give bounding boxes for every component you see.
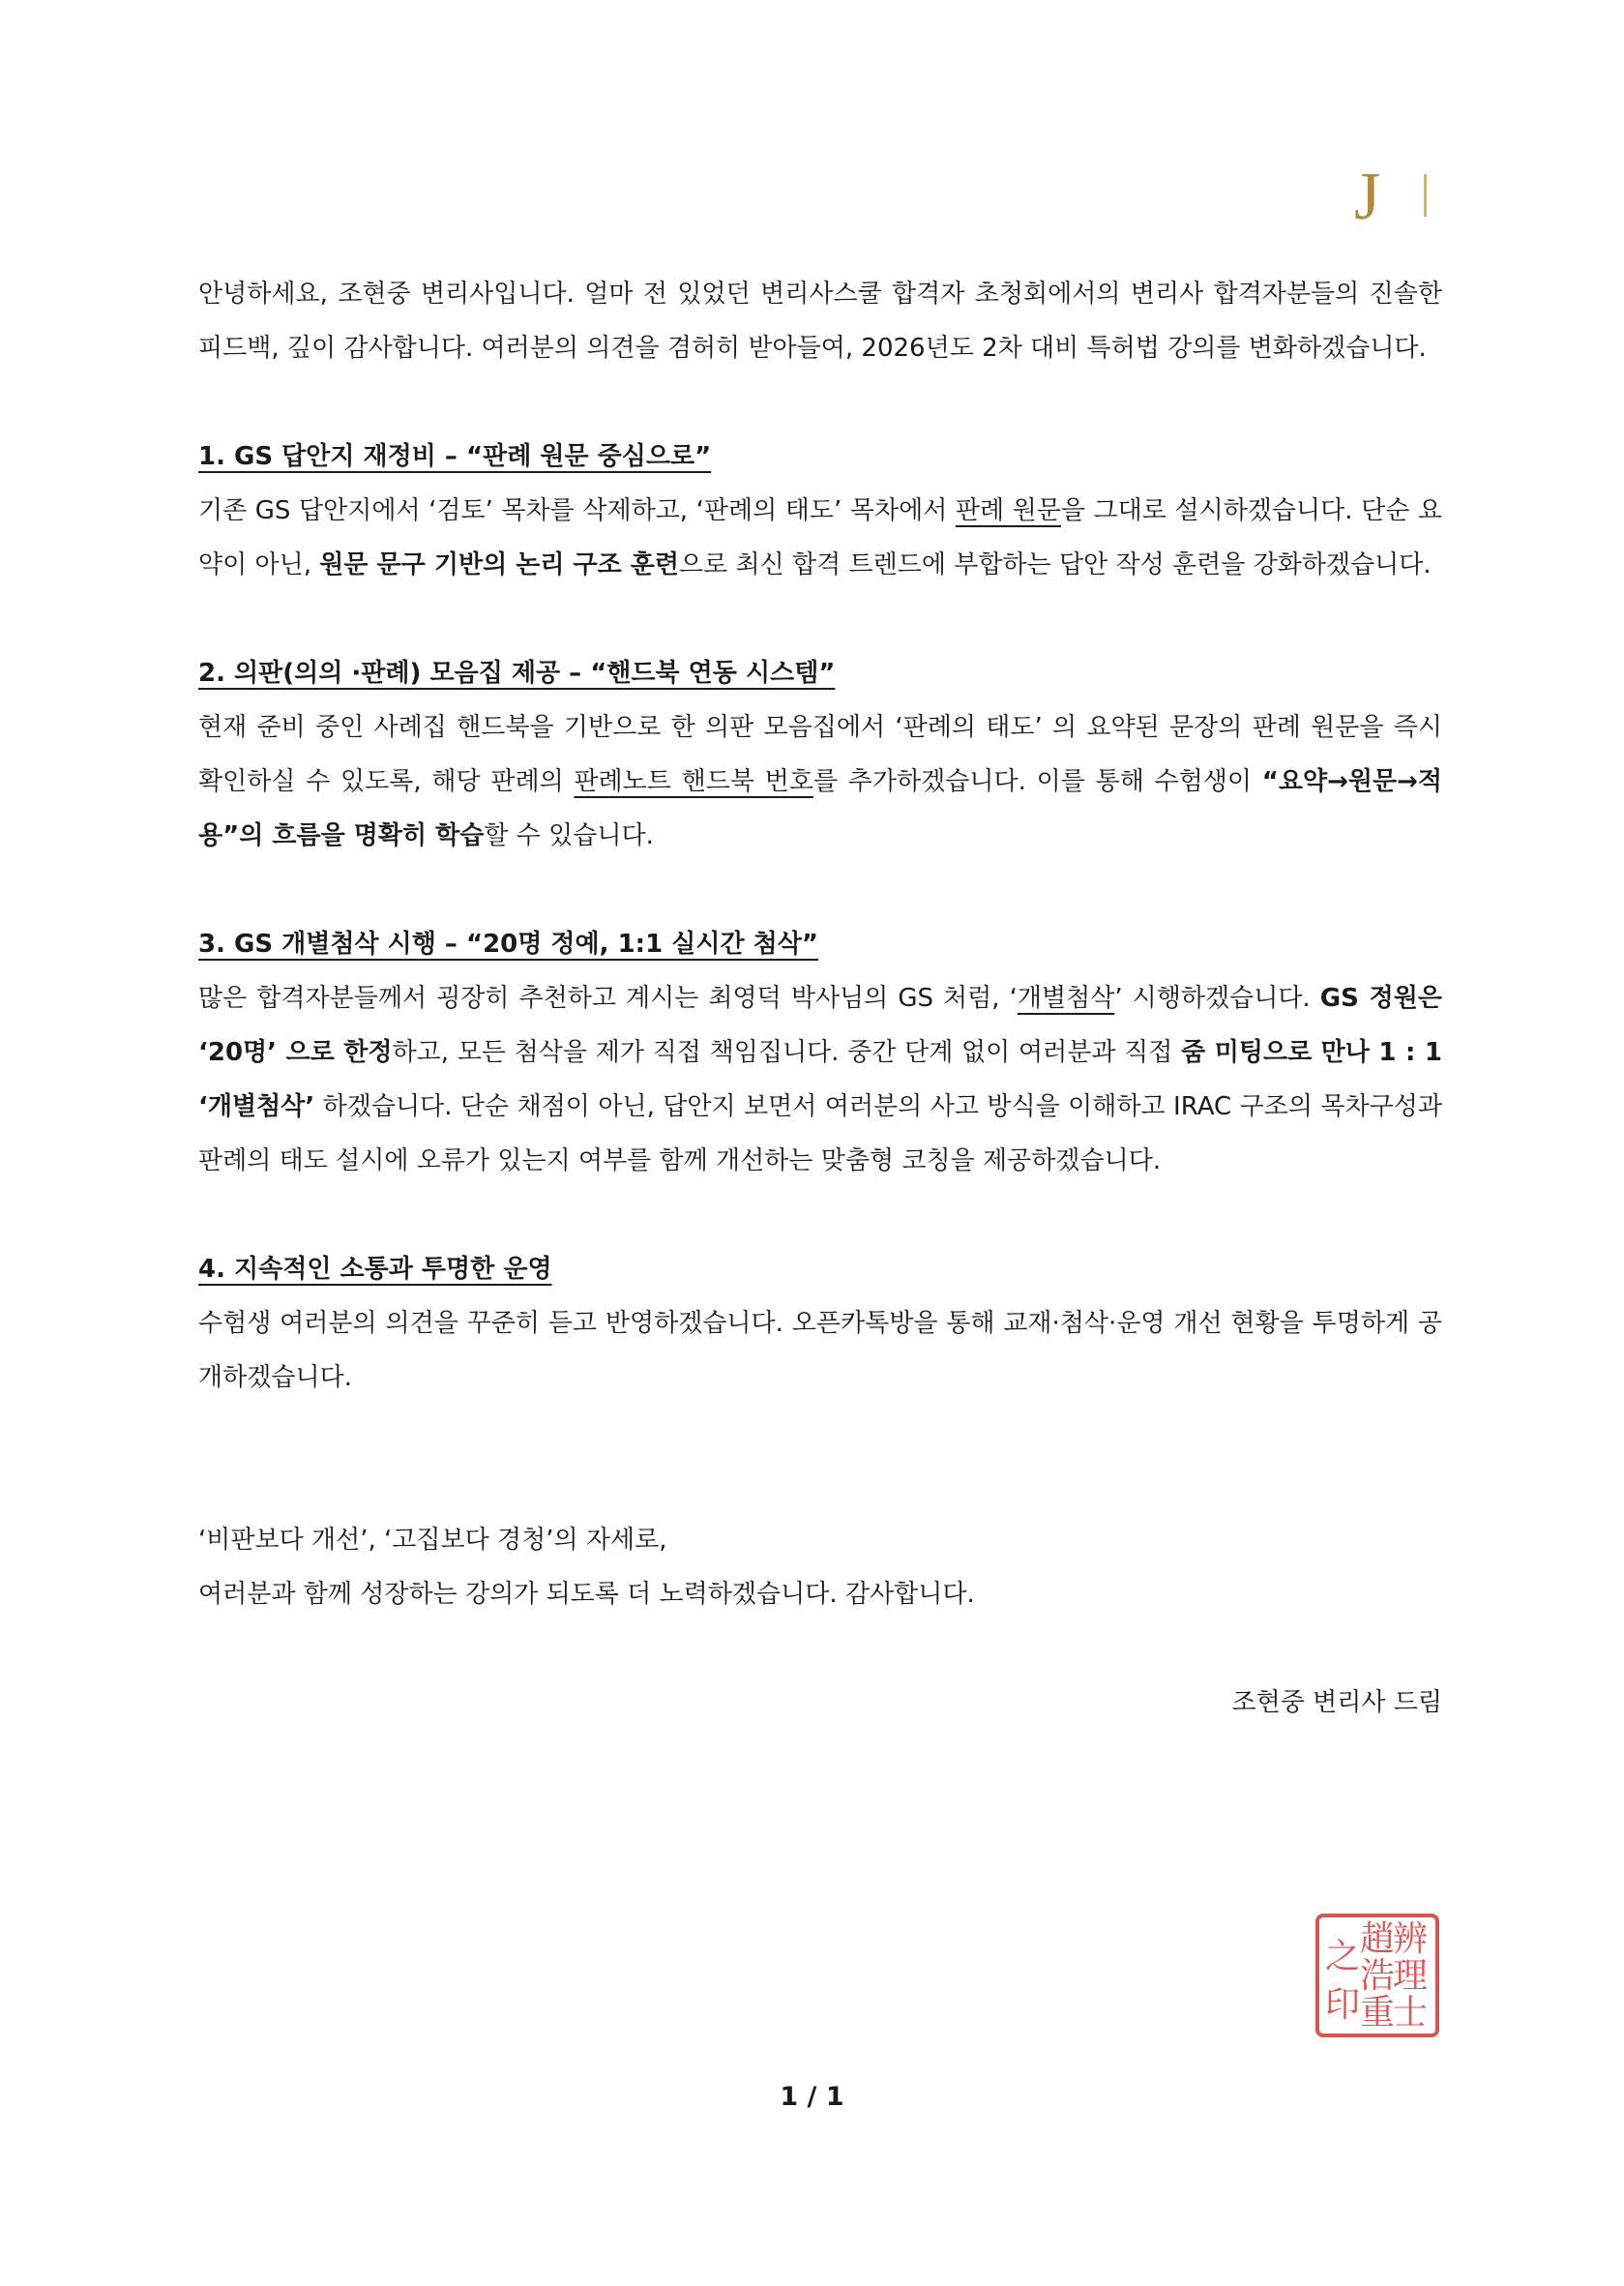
svg-text:理: 理: [1392, 1956, 1429, 1996]
s1-bold-1: 원문 문구 기반의 논리 구조 훈련: [319, 550, 680, 579]
svg-text:之: 之: [1324, 1937, 1361, 1976]
s3-text-3: 하고, 모든 첨삭을 제가 직접 책임집니다. 중간 단계 없이 여러분과 직접: [392, 1038, 1182, 1067]
s2-underline-1: 판례노트 핸드북 번호: [574, 767, 813, 796]
s1-text-2: 을 그대로 설시하겠습니다. 단순 요약이 아닌,: [198, 496, 1442, 579]
closing-line-1: ‘비판보다 개선’, ‘고집보다 경청’의 자세로,: [198, 1526, 667, 1555]
s3-underline-1: 개별첨삭: [1017, 984, 1115, 1013]
s3-bold-2: 줌 미팅으로 만나 1 : 1 ‘개별첨삭’: [198, 1038, 1442, 1121]
section-2-heading: 2. 의판(의의 ·판례) 모음집 제공 – “핸드북 연동 시스템”: [198, 659, 836, 688]
s3-text-2: ’ 시행하겠습니다.: [1114, 984, 1320, 1013]
closing-line-2: 여러분과 함께 성장하는 강의가 되도록 더 노력하겠습니다. 감사합니다.: [198, 1580, 975, 1609]
document-body: [198, 267, 1442, 1730]
section-1-body: [198, 484, 1442, 592]
svg-text:士: 士: [1392, 1993, 1429, 2033]
signature: 조현중 변리사 드림: [1231, 1688, 1442, 1717]
s2-text-2: 를 추가하겠습니다. 이를 통해 수험생이: [812, 767, 1262, 796]
svg-text:重: 重: [1359, 1993, 1396, 2033]
s3-text-4: 하겠습니다. 단순 채점이 아닌, 답안지 보면서 여러분의 사고 방식을 이해하고 IRAC 구조의 목차구성과 판례의 태도 설시에 오류가 있는지 여부를 함께 개선하는 맞춤형 코칭을 제공하겠습니다.: [198, 1092, 1442, 1175]
svg-text:浩: 浩: [1359, 1956, 1396, 1996]
section-4-body: 수험생 여러분의 의견을 꾸준히 듣고 반영하겠습니다. 오픈카톡방을 통해 교재·첨삭·운영 개선 현황을 투명하게 공개하겠습니다.: [198, 1309, 1442, 1392]
svg-text:印: 印: [1324, 1985, 1361, 2025]
s3-text-1: 많은 합격자분들께서 굉장히 추천하고 계시는 최영덕 박사님의 GS 처럼, ‘: [198, 984, 1018, 1013]
s1-text-3: 으로 최신 합격 트렌드에 부합하는 답안 작성 훈련을 강화하겠습니다.: [679, 550, 1432, 579]
red-seal-stamp: [1314, 1912, 1441, 2039]
s2-text-3: 할 수 있습니다.: [484, 821, 654, 850]
s2-text-1: 현재 준비 중인 사례집 핸드북을 기반으로 한 의판 모음집에서 ‘판례의 태도’ 의 요약된 문장의 판례 원문을 즉시 확인하실 수 있도록, 해당 판례의: [198, 713, 1442, 796]
section-2-body: [198, 700, 1442, 863]
intro-paragraph: 안녕하세요, 조현중 변리사입니다. 얼마 전 있었던 변리사스쿨 합격자 초청회에서의 변리사 합격자분들의 진솔한 피드백, 깊이 감사합니다. 여러분의 의견을 겸허히 받아들여, 2026년도 2차 대비 특허법 강의를 변화하겠습니다.: [198, 280, 1442, 363]
s1-text-1: 기존 GS 답안지에서 ‘검토’ 목차를 삭제하고, ‘판례의 태도’ 목차에서: [198, 496, 956, 525]
svg-text:辨: 辨: [1392, 1919, 1429, 1959]
logo-letter: J: [1354, 164, 1381, 223]
section-3-body: [198, 971, 1442, 1188]
page-number: 1 / 1: [780, 2082, 844, 2112]
brand-logo: [1341, 164, 1437, 223]
logo-bar: [1424, 174, 1427, 217]
section-4-heading: 4. 지속적인 소통과 투명한 운영: [198, 1255, 552, 1284]
svg-text:趙: 趙: [1359, 1919, 1396, 1959]
section-3-heading: 3. GS 개별첨삭 시행 – “20명 정예, 1:1 실시간 첨삭”: [198, 930, 818, 959]
section-1-heading: 1. GS 답안지 재정비 – “판례 원문 중심으로”: [198, 442, 712, 471]
s1-underline-1: 판례 원문: [955, 496, 1061, 525]
s3-bold-1: GS 정원은 ‘20명’ 으로 한정: [198, 984, 1442, 1067]
s2-bold-1: “요약→원문→적용”의 흐름을 명확히 학습: [198, 767, 1442, 850]
